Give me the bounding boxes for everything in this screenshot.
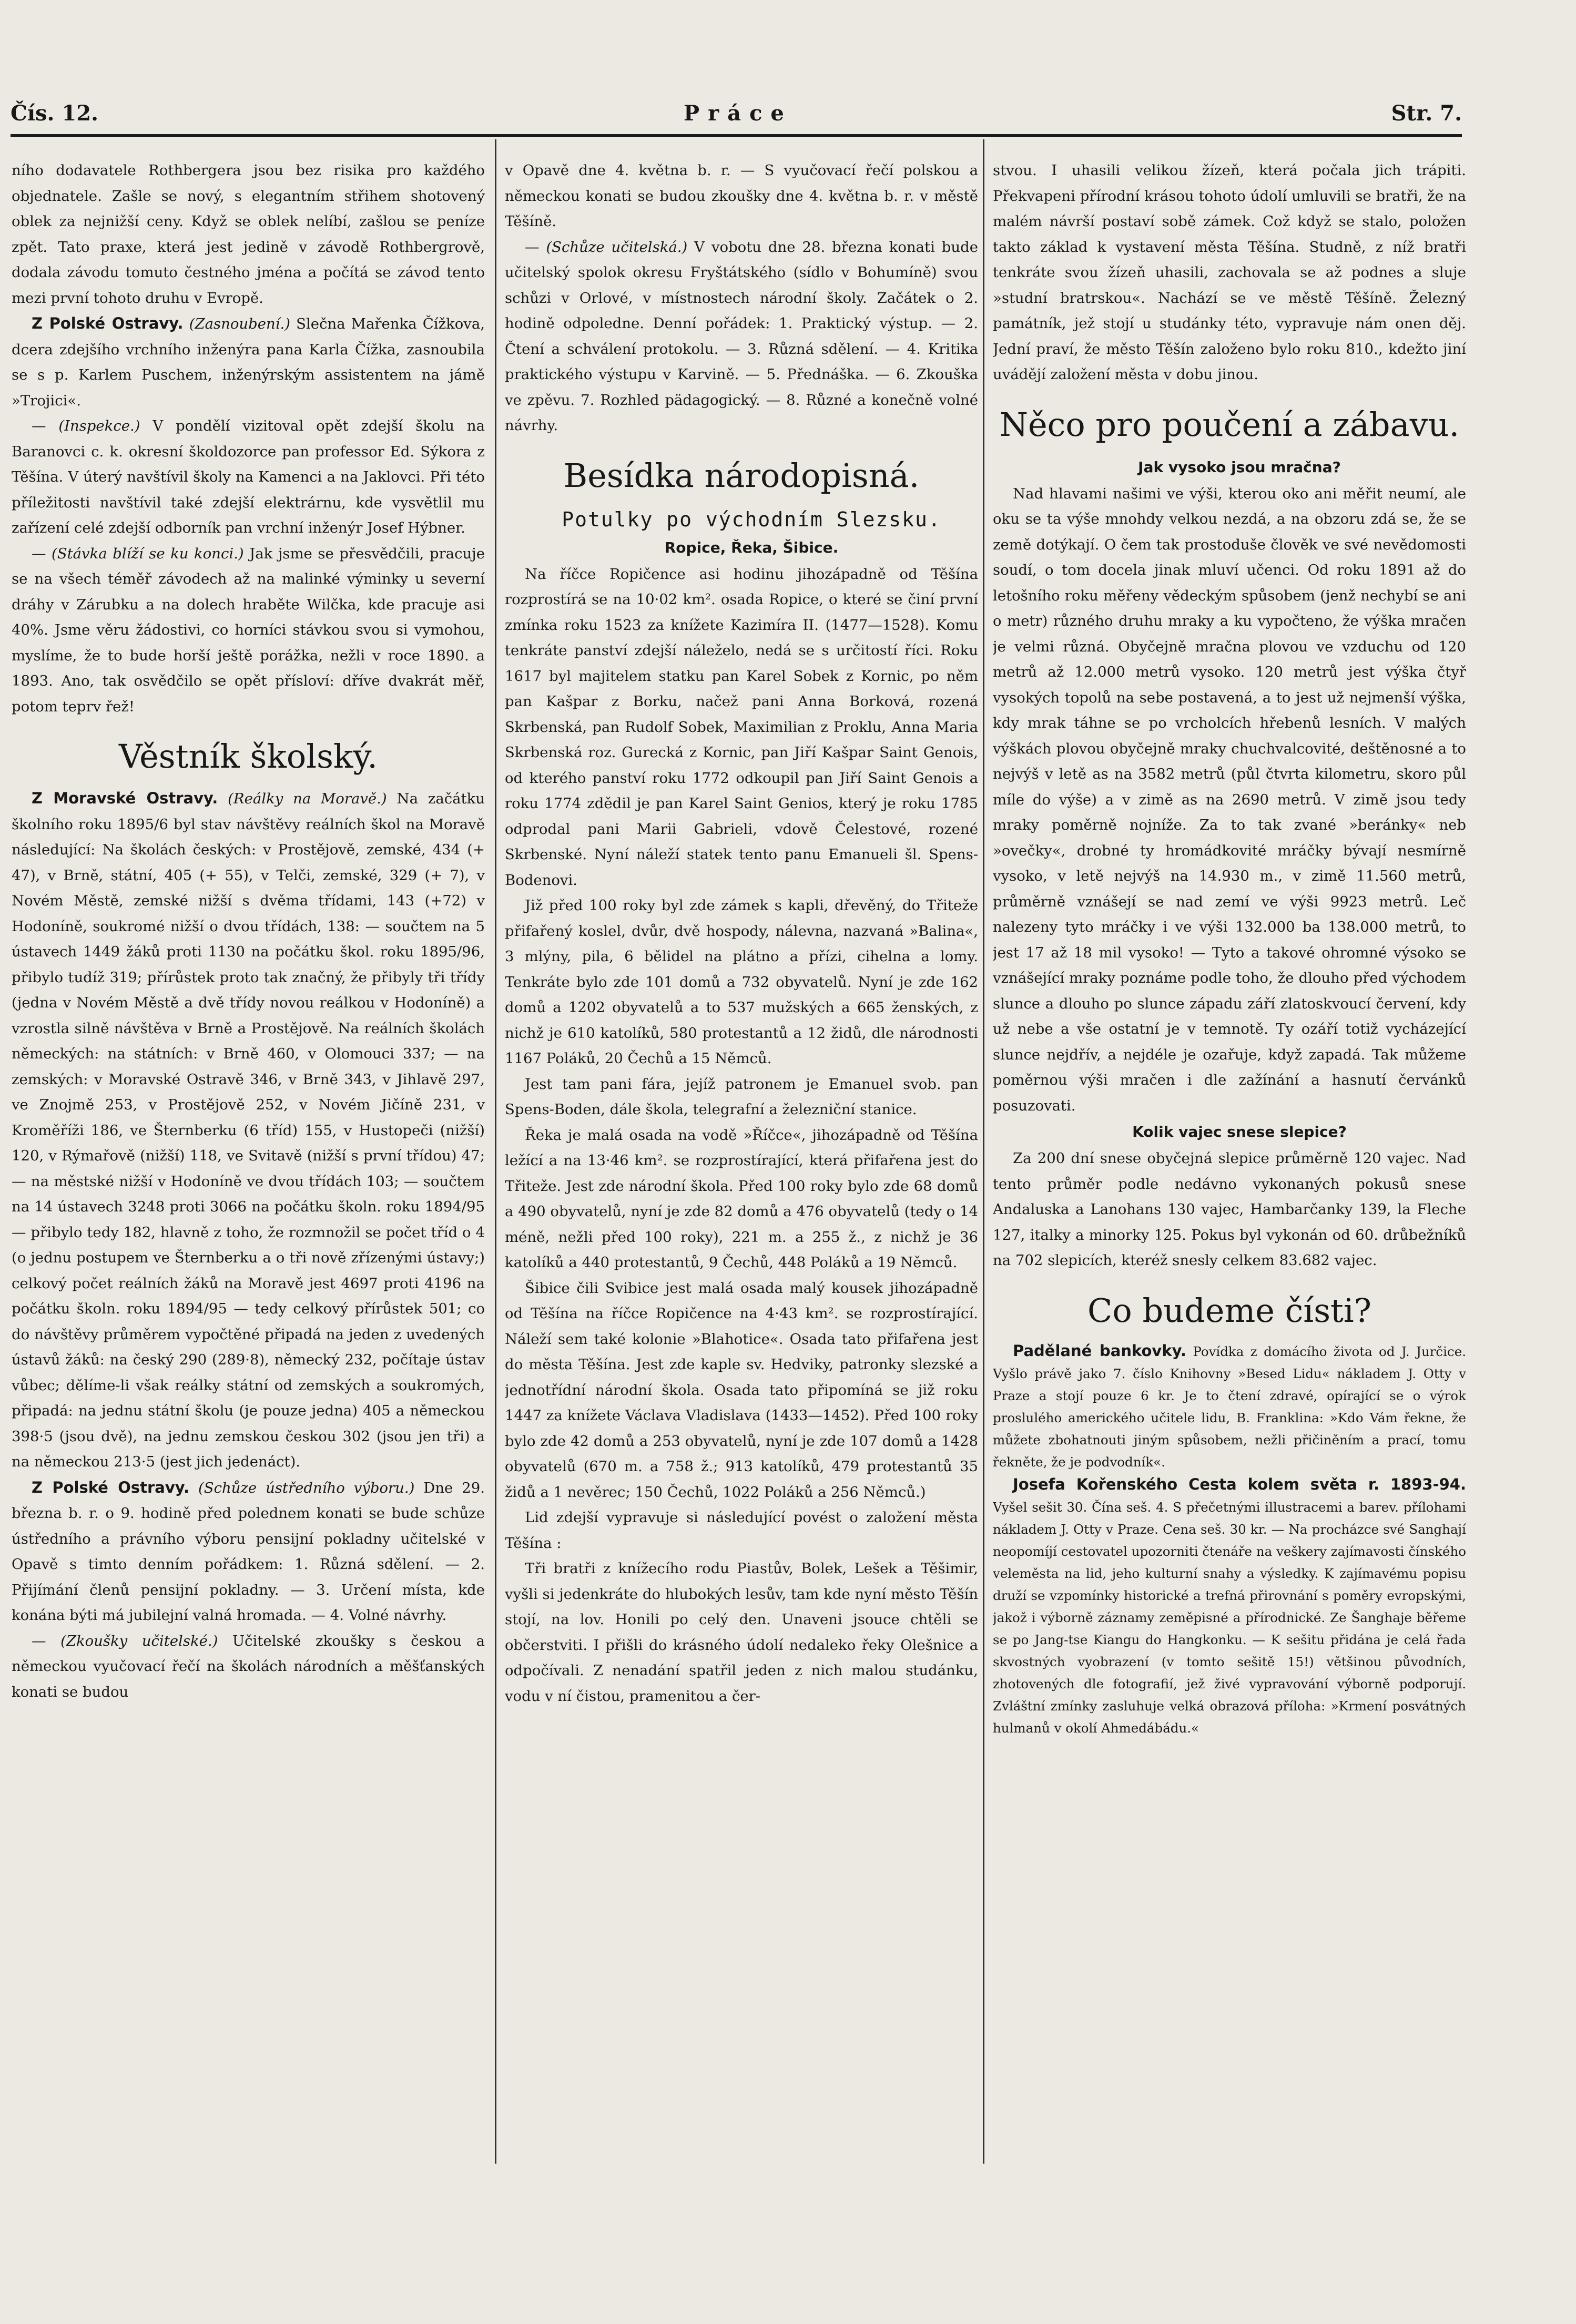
article-text: V pondělí vizitoval opět zdejší školu na Baranovci c. k. okresní školdozorce pan professor Ed. Sýkora z Těšína. V úterý navštívil školy na Kamenci a na Jaklovci. Při této příležitosti navštívil také zdejší elektrárnu, kde vysvětlil mu zařízení celé zdejší odborník pan vrchní inženýr Josef Hýbner. [12, 417, 485, 536]
paragraph [12, 786, 485, 1475]
column-3 [993, 158, 1466, 2172]
section-title-besidka: Besídka národopisná. [563, 456, 920, 495]
paragraph: stvou. I uhasili velikou žízeň, která počala jich trápiti. Překvapeni přírodní krásou tohoto údolí umluvili se bratři, že na malém návrší postaví sobě zámek. Což když se stalo, položen takto základ k vystavení města Těšína. Studně, z níž bratři tenkráte svou žízeň uhasili, zachovala se až podnes a sluje »studní bratrskou«. Nachází se ve městě Těšíně. Železný památník, jež stojí u studánky této, vypravuje nám onen děj. Jední praví, že město Těšín založeno bylo roku 810., kdežto jiní uvádějí založení města v dobu jinou. [993, 162, 1466, 383]
paragraph: ního dodavatele Rothbergera jsou bez risika pro každého objednatele. Zašle se nový, s elegantním střihem shotovený oblek za nejnižší ceny. Když se oblek nelíbí, zašlou se peníze zpět. Tato praxe, která jest jedině v závodě Rothbergrově, dodala závodu tomuto čestného jména a počítá se závod tento mezi první tohoto druhu v Evropě. [12, 162, 485, 307]
paragraph: Jest tam pani fára, jejíž patronem je Emanuel svob. pan Spens-Boden, dále škola, telegrafní a železniční stanice. [505, 1075, 978, 1118]
column-divider-2 [983, 139, 984, 2164]
article-subtitle: (Stávka blíží se ku konci.) [52, 545, 244, 562]
article-text: Jak jsme se přesvědčili, pracuje se na všech téměř závodech až na malinké výminky u severní dráhy v Zárubku a na dolech hraběte Wilčka, kde pracuje asi 40%. Jsme věru žádostivi, co horníci stávkou svou si vymohou, myslíme, že to bude horší ještě porážka, nežli v roce 1890. a 1893. Ano, tak osvědčilo se opět přísloví: dříve dvakrát měř, potom teprv řež! [12, 545, 485, 715]
paragraph [12, 311, 485, 413]
paragraph: Řeka je malá osada na vodě »Říčce«, jihozápadně od Těšína ležící a na 13·46 km². se rozprostírající, která přifařena jest do Třiteže. Jest zde národní škola. Před 100 roky bylo zde 68 domů a 490 obyvatelů, nyní je zde 82 domů a 476 obyvatelů (tedy o 14 méně, nežli před 100 roky), 221 m. a 255 ž., z nichž je 36 katolíků a 440 protestantů, 9 Čechů, 448 Poláků a 19 Němců. [505, 1126, 978, 1271]
article-subtitle: (Zasnoubení.) [189, 315, 290, 332]
article-subtitle: (Schůze učitelská.) [546, 238, 688, 256]
column-1 [12, 158, 485, 2172]
issue-number: Čís. 12. [11, 101, 98, 126]
article-heading: Ropice, Řeka, Šibice. [664, 538, 839, 556]
section-title-pouceni: Něco pro poučení a zábavu. [999, 405, 1460, 444]
article-text: Na začátku školního roku 1895/6 byl stav návštěvy reálních škol na Moravě následující: Na školách českých: v Prostějově, zemské, 434 (+ 47), v Brně, státní, 405 (+ 55), v Telči, zemské, 329 (+ 7), v Novém Městě, zemské nižší s dvěma třídami, 143 (+72) v Hodoníně, soukromé nižší o dvou třídách, 138: — součtem na 5 ústavech 1449 žáků proti 1130 na počátku škol. roku 1895/96, přibylo tudíž 319; přírůstek proto tak značný, že přibyly tři třídy (jedna v Novém Městě a dvě třídy novou reálkou v Hodoníně) a vzrostla silně návštěva v Brně a Prostějově. Na reálních školách německých: na státních: v Brně 460, v Olomouci 337; — na zemských: v Moravské Ostravě 346, v Brně 343, v Jihlavě 297, ve Znojmě 253, v Prostějově 252, v Novém Jičíně 231, v Kroměříži 186, ve Šternberku (6 tříd) 155, v Hustopeči (nižší) 120, v Rýmařově (nižší) 118, ve Svitavě (nižší s první třídou) 47; — na městské nižší v Hodoníně ve dvou třídách 103; — součtem na 14 ústavech 3248 proti 3066 na počátku školn. roku 1894/95 — přibylo tedy 182, hlavně z toho, že rozmnožil se počet tříd o 4 (o jednu postupem ve Šternberku a o tři nově zřízenými ústavy;) celkový počet reálních žáků na Moravě jest 4697 proti 4196 na počátku školn. roku 1894/95 — tedy celkový přírůstek 501; co do návštěvy průměrem vypočtěné připadá na jeden z uvedených ústavů žáků: na český 290 (289·8), německý 232, počítaje ústav vůbec; dělíme-li však reálky státní od zemských a soukromých, připadá: na jednu státní školu (je pouze jedna) 405 a německou 398·5 (jsou dvě), na jednu zemskou českou 302 (jsou jen tři) a na německou 213·5 (jest jich jedenáct). [12, 790, 485, 1470]
article-subtitle: (Schůze ústředního výboru.) [198, 1479, 415, 1496]
article-lead: Padělané bankovky. [1013, 1341, 1186, 1360]
article-lead: Z Moravské Ostravy. [32, 789, 218, 807]
paragraph [993, 1340, 1466, 1473]
section-title-skolsky: Věstník školský. [119, 737, 378, 776]
paragraph: v Opavě dne 4. května b. r. — S vyučovací řečí polskou a německou konati se budou zkoušky dne 4. května b. r. v městě Těšíně. [505, 162, 978, 230]
paragraph: — (Stávka blíží se ku konci.) Jak jsme se přesvědčili, pracuje se na všech téměř závodech až na malinké výminky u severní dráhy v Zárubku a na dolech hraběte Wilčka, kde pracuje asi 40%. Jsme věru žádostivi, co horníci stávkou svou si vymohou, myslíme, že to bude horší ještě porážka, nežli v roce 1890. a 1893. Ano, tak osvědčilo se opět přísloví: dříve dvakrát měř, potom teprv řež! [12, 545, 485, 715]
column-divider-1 [495, 139, 496, 2164]
article-subtitle: (Reálky na Moravě.) [228, 790, 387, 807]
article-lead: Z Polské Ostravy. [32, 314, 184, 332]
header-rule [11, 134, 1462, 137]
paragraph: Šibice čili Svibice jest malá osada malý kousek jihozápadně od Těšína na říčce Ropičence na 4·43 km². se rozprostírající. Náleží sem také kolonie »Blahotice«. Osada tato přifařena jest do města Těšína. Jest zde kaple sv. Hedviky, patronky slezské a jednotřídní národní škola. Osada tato připomíná se již roku 1447 za knížete Václava Vladislava (1433—1452). Před 100 roky bylo zde 42 domů a 253 obyvatelů, nyní je zde 107 domů a 1428 obyvatelů (670 m. a 758 ž.; 913 katolíků, 479 protestantů 35 židů a 1 nevěrec; 150 Čechů, 1022 Poláků a 256 Němců.) [505, 1279, 978, 1501]
paragraph [12, 1475, 485, 1628]
column-2 [505, 158, 978, 2172]
article-text: Dne 29. března b. r. o 9. hodině před polednem konati se bude schůze ústředního a právního výboru pensijní pokladny učitelské v Opavě s timto denním pořádkem: 1. Různá sdělení. — 2. Přijímání členů pensijní pokladny. — 3. Určení místa, kde konána býti má jubilejní valná hromada. — 4. Volné návrhy. [12, 1479, 485, 1624]
page-header [11, 101, 1462, 132]
article-text: Slečna Mařenka Čížkova, dcera zdejšího vrchního inženýra pana Karla Čížka, zasnoubila se s p. Karlem Puschem, inženýrským assistentem na jámě »Trojici«. [12, 315, 485, 409]
paragraph: — (Schůze učitelská.) V vobotu dne 28. března konati bude učitelský spolok okresu Fryštátského (sídlo v Bohumíně) svou schůzi v Orlové, v místnostech národní školy. Začátek o 2. hodině odpoledne. Denní pořádek: 1. Praktický výstup. — 2. Čtení a schválení protokolu. — 3. Různá sdělení. — 4. Kritika praktického výstupu v Karvině. — 5. Přednáška. — 6. Zkouška ve zpěvu. 7. Rozhled pädagogický. — 8. Různé a konečně volné návrhy. [505, 238, 978, 434]
article-text: V vobotu dne 28. března konati bude učitelský spolok okresu Fryštátského (sídlo v Bohumíně) svou schůzi v Orlové, v místnostech národní školy. Začátek o 2. hodině odpoledne. Denní pořádek: 1. Praktický výstup. — 2. Čtení a schválení protokolu. — 3. Různá sdělení. — 4. Kritika praktického výstupu v Karvině. — 5. Přednáška. — 6. Zkouška ve zpěvu. 7. Rozhled pädagogický. — 8. Různé a konečně volné návrhy. [505, 238, 978, 434]
article-text: Učitelské zkoušky s českou a německou vyučovací řečí na školách národních a měšťanských konati se budou [12, 1632, 485, 1700]
article-heading: Kolik vajec snese slepice? [1132, 1123, 1347, 1140]
article-subtitle: (Zkoušky učitelské.) [60, 1632, 218, 1649]
article-subtitle: (Inspekce.) [58, 417, 140, 434]
paragraph [993, 1473, 1466, 1739]
paragraph: Již před 100 roky byl zde zámek s kapli, dřevěný, do Třiteže přifařený koslel, dvůr, dvě hospody, nálevna, nazvaná »Balina«, 3 mlýny, pila, 6 bělidel na plátno a přízi, cihelna a lomy. Tenkráte bylo zde 101 domů a 732 obyvatelů. Nyní je zde 162 domů a 1202 obyvatelů a to 537 mužských a 665 ženských, z nichž je 610 katolíků, 580 protestantů a 12 židů, dle národnosti 1167 Poláků, 20 Čechů a 15 Němců. [505, 897, 978, 1067]
article-lead: Z Polské Ostravy. [32, 1478, 190, 1496]
section-title-cisti: Co budeme čísti? [1087, 1291, 1372, 1330]
paragraph: Za 200 dní snese obyčejná slepice průměrně 120 vajec. Nad tento průměr podle nedávno vykonaných pokusů snese Andaluska a Lanohans 130 vajec, Hambarčanky 139, la Fleche 127, italky a minorky 125. Pokus byl vykonán od 60. drůbežníků na 702 slepicích, kteréž snesly celkem 83.682 vajec. [993, 1150, 1466, 1269]
paragraph: Nad hlavami našimi ve výši, kterou oko ani měřit neumí, ale oku se ta výše mnohdy velkou nezdá, a na obzoru zdá se, že se země dotýkají. O čem tak prostoduše člověk ve své nevědomosti soudí, o tom docela jinak mluví učenci. Od roku 1891 až do letošního roku měřeny vědeckým spůsobem (jenž nechybí se ani o metr) různého druhu mraky a ku vypočteno, že výška mračen je velmi různá. Obyčejně mračna plovou ve vzduchu od 120 metrů až 12.000 metrů vysoko. 120 metrů jest výška čtyř vysokých topolů na sebe postavená, a to jest už nejmenší výška, kdy mrak táhne se po vrcholcích hřebenů lesních. V malých výškách plovou obyčejně mraky chuchvalcovité, deštěnosné a to nejvýš v letě as na 3582 metrů (půl čtvrta kilometru, skoro půl míle do výše) a v zimě as na 2690 metrů. V zimě jsou tedy mraky poměrně nojníže. Za to tak zvané »beránky« neb »ovečky«, drobné ty hromádkovité mráčky bývají nesmírně vysoko, v letě nejvýš na 14.930 m., v zimě 11.560 metrů, průměrně vznášejí se nad zemí ve výši 9923 metrů. Leč nalezeny tyto mráčky i ve výši 132.000 ba 138.000 metrů, to jest 17 až 18 mil vysoko! — Tyto a takové ohromné výsoko se vznášející mraky poznáme podle toho, že dlouho před východem slunce a dlouho po slunce západu září zlatoskvoucí červení, kdy už nebe a vše ostatní je v temnotě. Ty ozáří totiž vycházející slunce nejdřív, a nejdéle je ozařuje, když zapadá. Tak můžeme poměrnou výši mračen i dle zažínání a hasnutí červánků posuzovati. [993, 485, 1466, 1114]
paragraph: — (Inspekce.) V pondělí vizitoval opět zdejší školu na Baranovci c. k. okresní školdozorce pan professor Ed. Sýkora z Těšína. V úterý navštívil školy na Kamenci a na Jaklovci. Při této příležitosti navštívil také zdejší elektrárnu, kde vysvětlil mu zařízení celé zdejší odborník pan vrchní inženýr Josef Hýbner. [12, 417, 485, 536]
paragraph: — (Zkoušky učitelské.) Učitelské zkoušky s českou a německou vyučovací řečí na školách národních a měšťanských konati se budou [12, 1632, 485, 1700]
article-lead: Josefa Kořenského Cesta kolem světa r. 1893-94. [1013, 1475, 1466, 1493]
newspaper-title: Práce [684, 101, 792, 126]
article-text: Povídka z domácího života od J. Jurčice. Vyšlo právě jako 7. číslo Knihovny »Besed Lidu« nákladem J. Otty v Praze a stojí pouze 6 kr. Je to čtení zdravé, opírající se o výrok proslulého amerického učitele lidu, B. Franklina: »Kdo Vám řekne, že můžete zbohatnouti jiným spůsobem, nežli přičiněním a prací, tomu řekněte, že je podvodník«. [993, 1343, 1466, 1470]
paragraph: Na říčce Ropičence asi hodinu jihozápadně od Těšína rozprostírá se na 10·02 km². osada Ropice, o které se činí první zmínka roku 1523 za knížete Kazimíra II. (1477—1528). Komu tenkráte panství zdejší náleželo, nedá se s určitostí říci. Roku 1617 byl majitelem statku pan Karel Sobek z Kornic, po něm pan Kašpar z Borku, načež pani Anna Borková, rozená Skrbenská, pan Rudolf Sobek, Maximilian z Proklu, Anna Maria Skrbenská roz. Gurecká z Kornic, pan Jiří Kašpar Saint Genois, od kterého panství roku 1772 odkoupil pan Jiří Saint Genois a roku 1774 zdědil je pan Karel Saint Genios, který je roku 1785 odprodal pani Marii Gabrieli, vdově Čelestové, rozené Skrbenské. Nyní náleží statek tento panu Emanueli šl. Spens-Bodenovi. [505, 565, 978, 889]
section-subtitle: Potulky po východním Slezsku. [562, 507, 941, 531]
paragraph: Lid zdejší vypravuje si následující povést o založení města Těšína : [505, 1509, 978, 1552]
article-text: Vyšel sešit 30. Čína seš. 4. S přečetnými illustracemi a barev. přílohami nákladem J. Otty v Praze. Cena seš. 30 kr. — Na procházce své Sanghají neopomíjí cestovatel upozorniti čtenáře na veškery zajímavosti čínského veleměsta na lid, jeho kulturní snahy a výsledky. K zajímavému popisu druží se vzpomínky historické a trefná přirovnání s poměry evropskými, jakož i výborně záznamy zeměpisné a přírodnické. Ze Šanghaje běřeme se po Jang-tse Kiangu do Hangkonku. — K sešitu přidána je celá řada skvostných vyobrazení (v tomto sešitě 15!) většinou původních, zhotovených dle fotografií, jež živé vypravování výborně podporují. Zvláštní zmínky zasluhuje velká obrazová příloha: »Krmení posvátných hulmanů v okolí Ahmedábádu.« [993, 1499, 1466, 1736]
article-heading: Jak vysoko jsou mračna? [1138, 458, 1341, 476]
paragraph: Tři bratři z knížecího rodu Piastův, Bolek, Lešek a Těšimir, vyšli si jedenkráte do hlubokých lesův, tam kde nyní město Těšín stojí, na lov. Honili po celý den. Unaveni jsouce chtěli se občerstviti. I přišli do krásného údolí nedaleko řeky Olešnice a odpočívali. Z nenadání spatřil jeden z nich malou studánku, vodu v ní čistou, pramenitou a čer- [505, 1560, 978, 1705]
page-number: Str. 7. [1391, 101, 1462, 126]
